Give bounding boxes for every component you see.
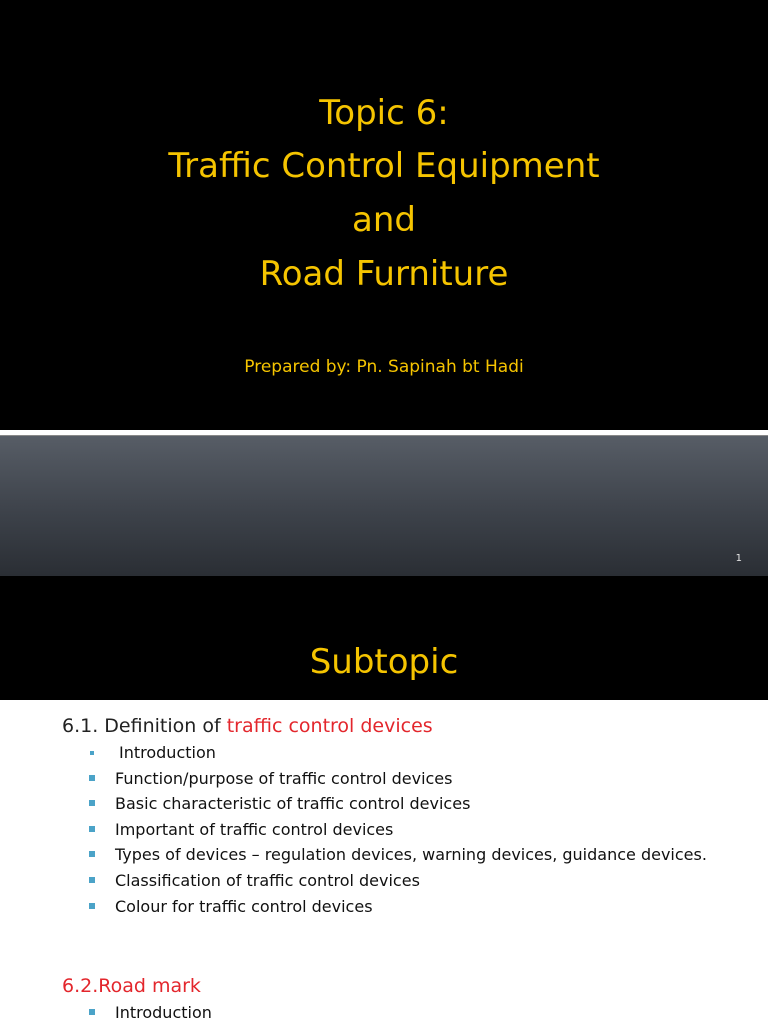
square-bullet-icon — [89, 826, 95, 832]
list-item — [88, 740, 728, 766]
list-item-text: Classification of traffic control devices — [115, 870, 420, 890]
list-item — [88, 842, 728, 868]
list-item — [88, 817, 728, 843]
title-line-and: and — [352, 200, 416, 240]
list-item-text: Colour for traffic control devices — [115, 896, 373, 916]
square-bullet-icon — [89, 903, 95, 909]
slide-footer-band — [0, 435, 768, 576]
list-item-text: Important of traffic control devices — [115, 819, 394, 839]
square-bullet-icon — [90, 751, 94, 755]
section-heading-prefix: 6.1. Definition of — [62, 715, 227, 737]
subtopic-content — [0, 700, 768, 1024]
square-bullet-icon — [89, 800, 95, 806]
list-item — [88, 1000, 212, 1024]
list-item — [88, 766, 728, 792]
square-bullet-icon — [89, 851, 95, 857]
square-bullet-icon — [89, 775, 95, 781]
list-item — [88, 791, 728, 817]
list-item-text: Introduction — [119, 743, 216, 762]
title-line-main: Traffic Control Equipment — [168, 146, 600, 186]
section-heading-6-2: 6.2.Road mark — [62, 975, 201, 997]
square-bullet-icon — [89, 877, 95, 883]
list-item-text: Types of devices – regulation devices, warning devices, guidance devices. — [115, 845, 707, 865]
list-item-text: Introduction — [115, 1003, 212, 1022]
square-bullet-icon — [89, 1009, 95, 1015]
slide-number: 1 — [735, 553, 742, 564]
title-slide — [0, 0, 768, 430]
subtopic-slide-header — [0, 576, 768, 700]
title-line-road-furniture: Road Furniture — [259, 254, 509, 294]
section-heading-6-1 — [62, 713, 433, 739]
section2-list — [88, 1000, 212, 1024]
list-item-text: Function/purpose of traffic control devices — [115, 768, 453, 788]
prepared-by: Prepared by: Pn. Sapinah bt Hadi — [244, 357, 524, 377]
title-line-topic: Topic 6: — [319, 93, 449, 133]
section-heading-highlight: traffic control devices — [226, 715, 433, 737]
list-item — [88, 894, 728, 920]
section1-list — [88, 740, 728, 919]
subtopic-title: Subtopic — [309, 642, 459, 682]
list-item-text: Basic characteristic of traffic control devices — [115, 794, 471, 814]
list-item — [88, 868, 728, 894]
